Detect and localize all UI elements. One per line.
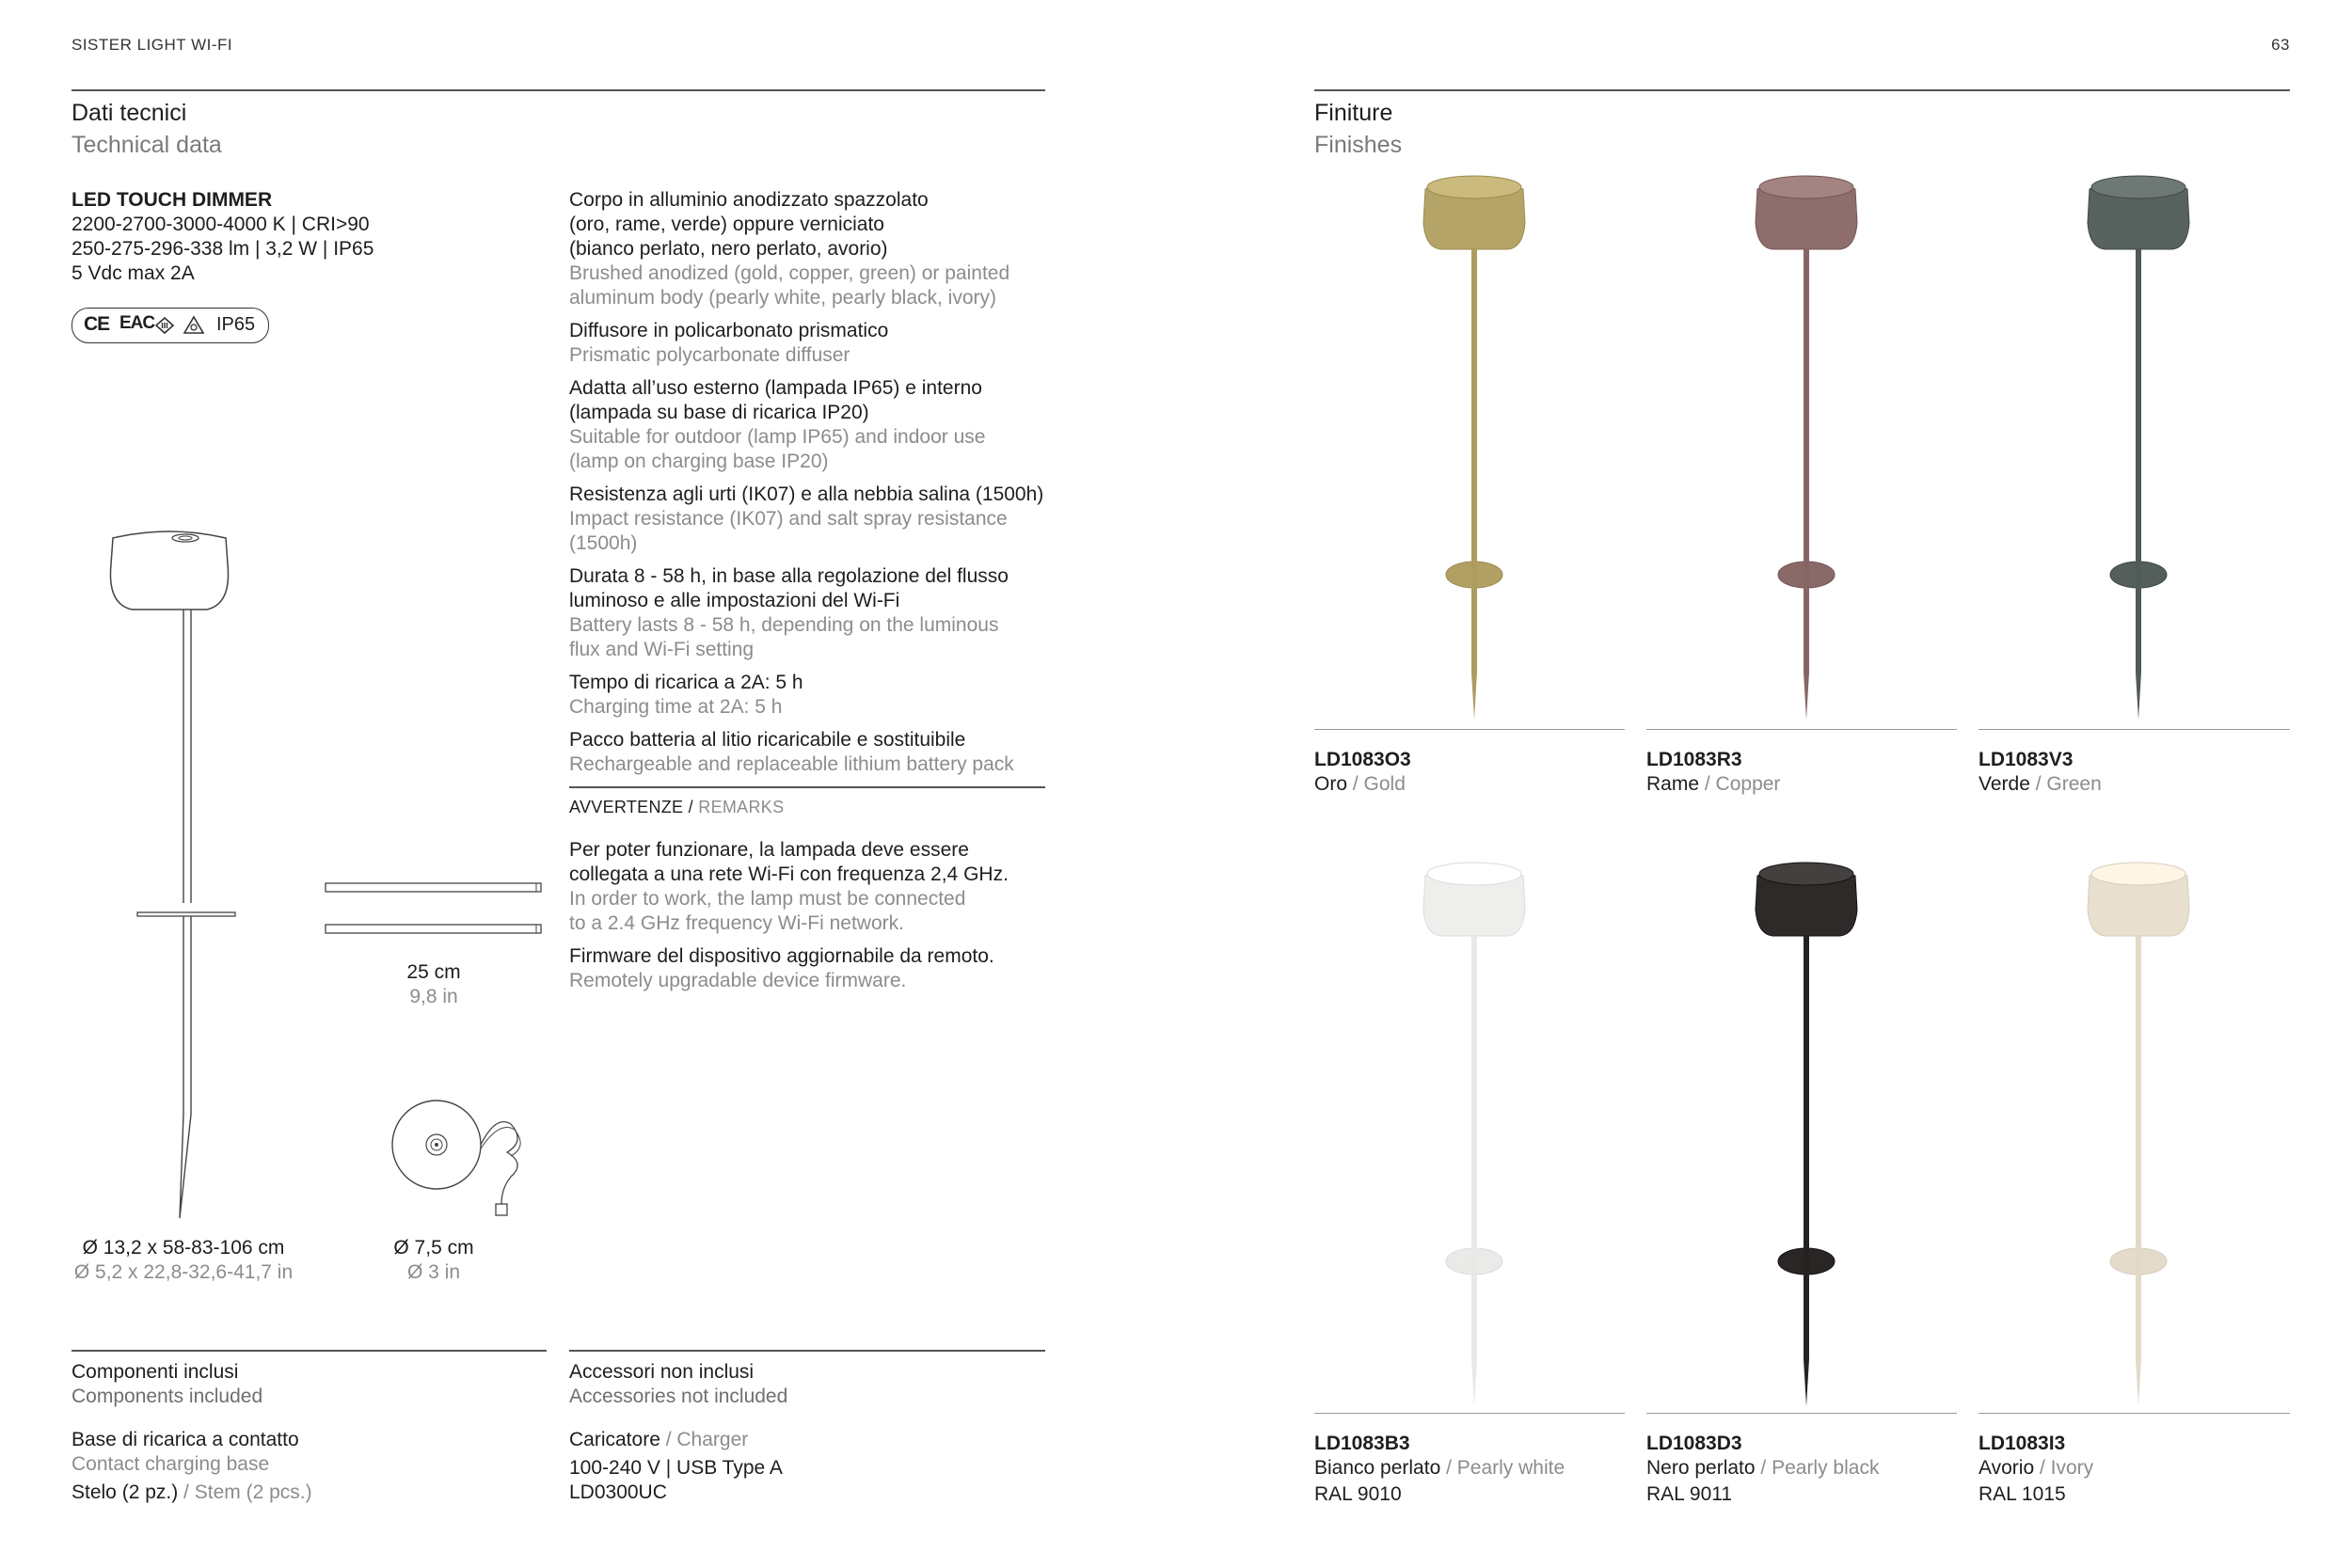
charging-base-drawing-icon xyxy=(390,1096,532,1218)
component-item-en: Contact charging base xyxy=(72,1453,270,1475)
stem-dimension-in: 9,8 in xyxy=(409,986,458,1007)
remark-text-it: Per poter funzionare, la lampada deve essere xyxy=(569,839,969,861)
components-section xyxy=(72,1360,312,1505)
component-item-it: Base di ricarica a contatto xyxy=(72,1429,299,1450)
accessory-item: Caricatore / Charger xyxy=(569,1429,749,1450)
product-rule xyxy=(1646,729,1957,730)
accessory-item-en: Charger xyxy=(676,1429,749,1450)
product-name-en: Copper xyxy=(1715,773,1781,795)
certification-badge xyxy=(72,308,269,343)
accessories-title-it: Accessori non inclusi xyxy=(569,1361,755,1383)
product-card-pearly-white[interactable] xyxy=(1314,856,1625,1413)
spec-line-2: 250-275-296-338 lm | 3,2 W | IP65 xyxy=(72,238,374,260)
product-rule xyxy=(1979,729,2290,730)
warning-triangle-icon xyxy=(183,316,204,334)
component-item-en: Stem (2 pcs.) xyxy=(194,1481,312,1503)
product-name-it: Oro xyxy=(1314,773,1348,795)
stems-drawing-icon xyxy=(325,881,546,942)
eac-mark-icon: EAC xyxy=(119,313,155,333)
feature-text-it: Durata 8 - 58 h, in base alla regolazione del flusso xyxy=(569,565,1009,587)
lamp-photo-icon xyxy=(1750,861,1863,1411)
spec-block xyxy=(72,188,373,286)
product-card-pearly-black[interactable] xyxy=(1646,856,1957,1413)
lamp-photo-icon xyxy=(2082,861,2195,1411)
technical-title-en: Technical data xyxy=(72,132,222,158)
lamp-photo-icon xyxy=(2082,174,2195,724)
lamp-photo-icon xyxy=(1418,174,1531,724)
components-title-it: Componenti inclusi xyxy=(72,1361,239,1383)
technical-title-it: Dati tecnici xyxy=(72,100,187,126)
components-rule xyxy=(72,1350,547,1352)
product-ral: RAL 9010 xyxy=(1314,1483,1402,1505)
feature-text-en: Rechargeable and replaceable lithium battery pack xyxy=(569,753,1014,775)
product-name-it: Rame xyxy=(1646,773,1700,795)
feature-text-en: (lamp on charging base IP20) xyxy=(569,451,829,472)
spec-line-1: 2200-2700-3000-4000 K | CRI>90 xyxy=(72,214,370,235)
running-title: SISTER LIGHT WI-FI xyxy=(72,36,233,54)
product-info: LD1083O3 Oro / Gold xyxy=(1314,749,1411,795)
remark-text-en: In order to work, the lamp must be connected xyxy=(569,888,966,910)
product-rule xyxy=(1314,1413,1625,1414)
remark-text-en: Remotely upgradable device firmware. xyxy=(569,970,907,991)
feature-text-en: Charging time at 2A: 5 h xyxy=(569,696,783,718)
class-iii-icon xyxy=(155,317,174,334)
product-card-copper[interactable] xyxy=(1646,174,1957,729)
remark-text-it: Firmware del dispositivo aggiornabile da remoto. xyxy=(569,945,994,967)
feature-text-it: Adatta all’uso esterno (lampada IP65) e interno xyxy=(569,377,982,399)
lamp-photo-icon xyxy=(1750,174,1863,724)
product-info: LD1083B3 Bianco perlato / Pearly white RAL 9010 xyxy=(1314,1433,1565,1505)
product-code: LD1083B3 xyxy=(1314,1433,1410,1454)
lamp-dimension-in: Ø 5,2 x 22,8-32,6-41,7 in xyxy=(73,1261,294,1283)
accessory-item-it: Caricatore xyxy=(569,1429,660,1450)
accessories-title-en: Accessories not included xyxy=(569,1386,788,1407)
lamp-dimension-cm: Ø 13,2 x 58-83-106 cm xyxy=(82,1237,285,1259)
product-ral: RAL 1015 xyxy=(1979,1483,2066,1505)
product-rule xyxy=(1979,1413,2290,1414)
feature-text-it: Tempo di ricarica a 2A: 5 h xyxy=(569,672,803,693)
product-rule xyxy=(1314,729,1625,730)
feature-text-en: Prismatic polycarbonate diffuser xyxy=(569,344,850,366)
ce-mark-icon: CE xyxy=(84,313,110,335)
finishes-title-it: Finiture xyxy=(1314,100,1393,126)
finishes-title-en: Finishes xyxy=(1314,132,1403,158)
remarks-label: AVVERTENZE / REMARKS xyxy=(569,798,785,816)
accessories-section xyxy=(569,1360,787,1505)
product-card-gold[interactable] xyxy=(1314,174,1625,729)
feature-text-en: Battery lasts 8 - 58 h, depending on the luminous xyxy=(569,614,999,636)
product-name-it: Avorio xyxy=(1979,1457,2035,1479)
feature-item xyxy=(569,376,1049,474)
spec-line-3: 5 Vdc max 2A xyxy=(72,262,195,284)
product-code: LD1083V3 xyxy=(1979,749,2074,770)
features-list xyxy=(569,188,1049,785)
feature-text-it: Diffusore in policarbonato prismatico xyxy=(569,320,889,341)
page-number: 63 xyxy=(2271,36,2290,54)
top-rule-left xyxy=(72,89,1045,91)
base-dimension-in: Ø 3 in xyxy=(406,1261,461,1283)
product-name-en: Pearly black xyxy=(1772,1457,1880,1479)
product-info: LD1083R3 Rame / Copper xyxy=(1646,749,1781,795)
feature-text-en: aluminum body (pearly white, pearly black, ivory) xyxy=(569,287,997,309)
accessory-code: LD0300UC xyxy=(569,1481,667,1503)
product-info: LD1083D3 Nero perlato / Pearly black RAL 9011 xyxy=(1646,1433,1880,1505)
feature-text-en: flux and Wi-Fi setting xyxy=(569,639,755,660)
product-name-it: Verde xyxy=(1979,773,2030,795)
product-ral: RAL 9011 xyxy=(1646,1483,1733,1505)
accessories-rule xyxy=(569,1350,1045,1352)
base-dimension-cm: Ø 7,5 cm xyxy=(393,1237,474,1259)
product-name-en: Green xyxy=(2046,773,2102,795)
feature-text-it: (bianco perlato, nero perlato, avorio) xyxy=(569,238,888,260)
remarks-label-en: REMARKS xyxy=(698,798,785,816)
product-info: LD1083I3 Avorio / Ivory RAL 1015 xyxy=(1979,1433,2094,1505)
feature-text-en: (1500h) xyxy=(569,532,638,554)
remarks-rule xyxy=(569,786,1045,788)
product-name-en: Pearly white xyxy=(1456,1457,1565,1479)
feature-text-it: Resistenza agli urti (IK07) e alla nebbia salina (1500h) xyxy=(569,483,1044,505)
feature-text-it: Corpo in alluminio anodizzato spazzolato xyxy=(569,189,929,211)
feature-text-en: Brushed anodized (gold, copper, green) or painted xyxy=(569,262,1010,284)
feature-item xyxy=(569,671,1049,720)
product-code: LD1083O3 xyxy=(1314,749,1411,770)
feature-item xyxy=(569,564,1049,662)
feature-item xyxy=(569,188,1049,310)
remark-item xyxy=(569,944,1049,993)
product-name-it: Nero perlato xyxy=(1646,1457,1756,1479)
feature-item xyxy=(569,319,1049,368)
product-info: LD1083V3 Verde / Green xyxy=(1979,749,2102,795)
product-card-green[interactable] xyxy=(1979,174,2290,729)
remarks-list xyxy=(569,838,1049,1002)
product-code: LD1083D3 xyxy=(1646,1433,1742,1454)
remark-text-it: collegata a una rete Wi-Fi con frequenza 2,4 GHz. xyxy=(569,863,1009,885)
feature-text-en: Suitable for outdoor (lamp IP65) and indoor use xyxy=(569,426,986,448)
remark-item xyxy=(569,838,1049,936)
feature-text-en: Impact resistance (IK07) and salt spray resistance xyxy=(569,508,1008,530)
remark-text-en: to a 2.4 GHz frequency Wi-Fi network. xyxy=(569,912,904,934)
accessory-spec: 100-240 V | USB Type A xyxy=(569,1457,783,1479)
feature-text-it: Pacco batteria al litio ricaricabile e sostituibile xyxy=(569,729,966,751)
feature-item xyxy=(569,483,1049,556)
lamp-photo-icon xyxy=(1418,861,1531,1411)
feature-item xyxy=(569,728,1049,777)
product-code: LD1083I3 xyxy=(1979,1433,2066,1454)
product-name-en: Ivory xyxy=(2050,1457,2094,1479)
component-item-it: Stelo (2 pz.) xyxy=(72,1481,179,1503)
ip65-label: IP65 xyxy=(216,314,256,335)
component-item: Stelo (2 pz.) / Stem (2 pcs.) xyxy=(72,1481,312,1503)
product-name-it: Bianco perlato xyxy=(1314,1457,1441,1479)
product-rule xyxy=(1646,1413,1957,1414)
remarks-label-it: AVVERTENZE xyxy=(569,798,684,816)
feature-text-it: (lampada su base di ricarica IP20) xyxy=(569,402,869,423)
spec-title: LED TOUCH DIMMER xyxy=(72,189,273,211)
stem-dimension-cm: 25 cm xyxy=(406,961,461,983)
lamp-drawing-icon xyxy=(94,527,245,1223)
components-title-en: Components included xyxy=(72,1386,263,1407)
product-card-ivory[interactable] xyxy=(1979,856,2290,1413)
feature-text-it: (oro, rame, verde) oppure verniciato xyxy=(569,214,884,235)
top-rule-right xyxy=(1314,89,2290,91)
product-code: LD1083R3 xyxy=(1646,749,1742,770)
product-name-en: Gold xyxy=(1363,773,1406,795)
feature-text-it: luminoso e alle impostazioni del Wi-Fi xyxy=(569,590,900,611)
